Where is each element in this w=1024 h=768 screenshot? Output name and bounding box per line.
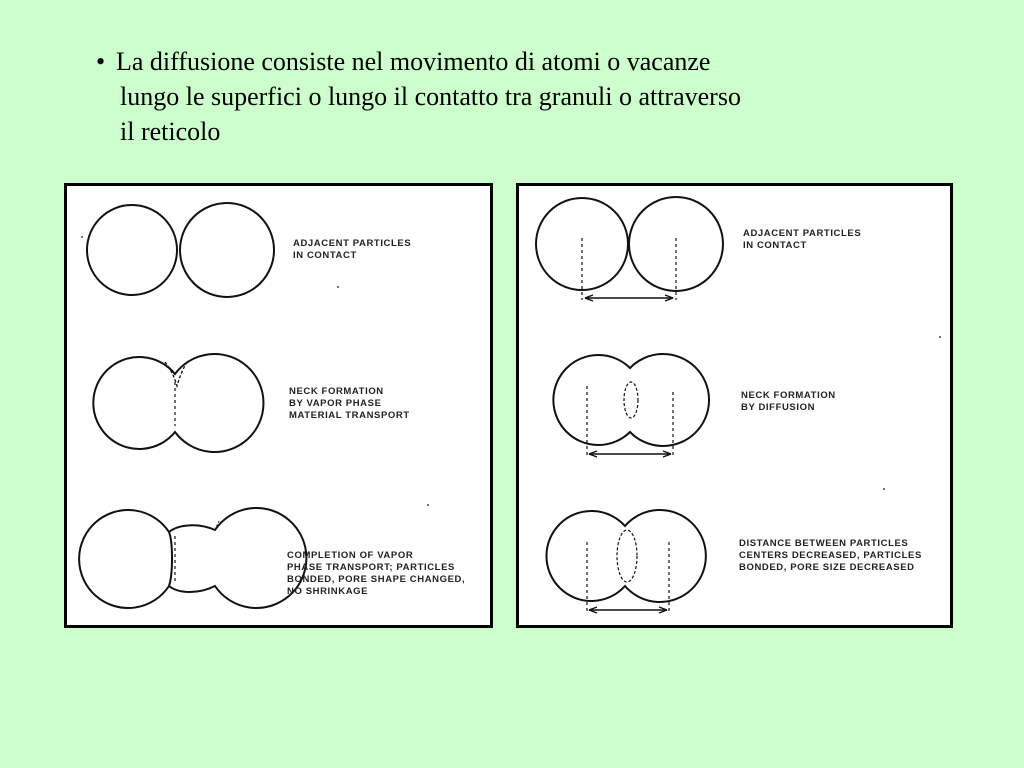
- diff-stage1-label: ADJACENT PARTICLES IN CONTACT: [743, 228, 862, 251]
- diff-stage2-particles: [553, 354, 709, 446]
- vapor-stage3-label: COMPLETION OF VAPOR PHASE TRANSPORT; PARTICLES BONDED, PORE SHAPE CHANGED, NO SHRINKAGE: [287, 550, 466, 597]
- vapor-stage3-particle-right: [169, 508, 306, 608]
- vapor-stage1-particle-right: [180, 203, 274, 297]
- diffusion-panel: [516, 183, 953, 628]
- bullet-line-1: La diffusione consiste nel movimento di atomi o vacanze: [116, 47, 711, 76]
- vapor-stage3-particles: [79, 510, 172, 608]
- vapor-stage1-particle-left: [87, 205, 177, 295]
- bullet-text: [96, 44, 976, 149]
- diff-stage2-label: NECK FORMATION BY DIFFUSION: [741, 390, 836, 413]
- vapor-stage2-particles: [93, 354, 263, 452]
- diff-stage3-particles: [546, 510, 705, 602]
- vapor-stage1-label: ADJACENT PARTICLES IN CONTACT: [293, 238, 412, 261]
- bullet-marker: •: [96, 47, 106, 76]
- vapor-stage2-label: NECK FORMATION BY VAPOR PHASE MATERIAL TRANSPORT: [289, 386, 410, 421]
- vapor-transport-panel: [64, 183, 493, 628]
- bullet-line-3: il reticolo: [120, 117, 221, 146]
- diff-stage3-label: DISTANCE BETWEEN PARTICLES CENTERS DECREASED, PARTICLES BONDED, PORE SIZE DECREASED: [739, 538, 922, 573]
- bullet-line-2: lungo le superfici o lungo il contatto tra granuli o attraverso: [120, 82, 741, 111]
